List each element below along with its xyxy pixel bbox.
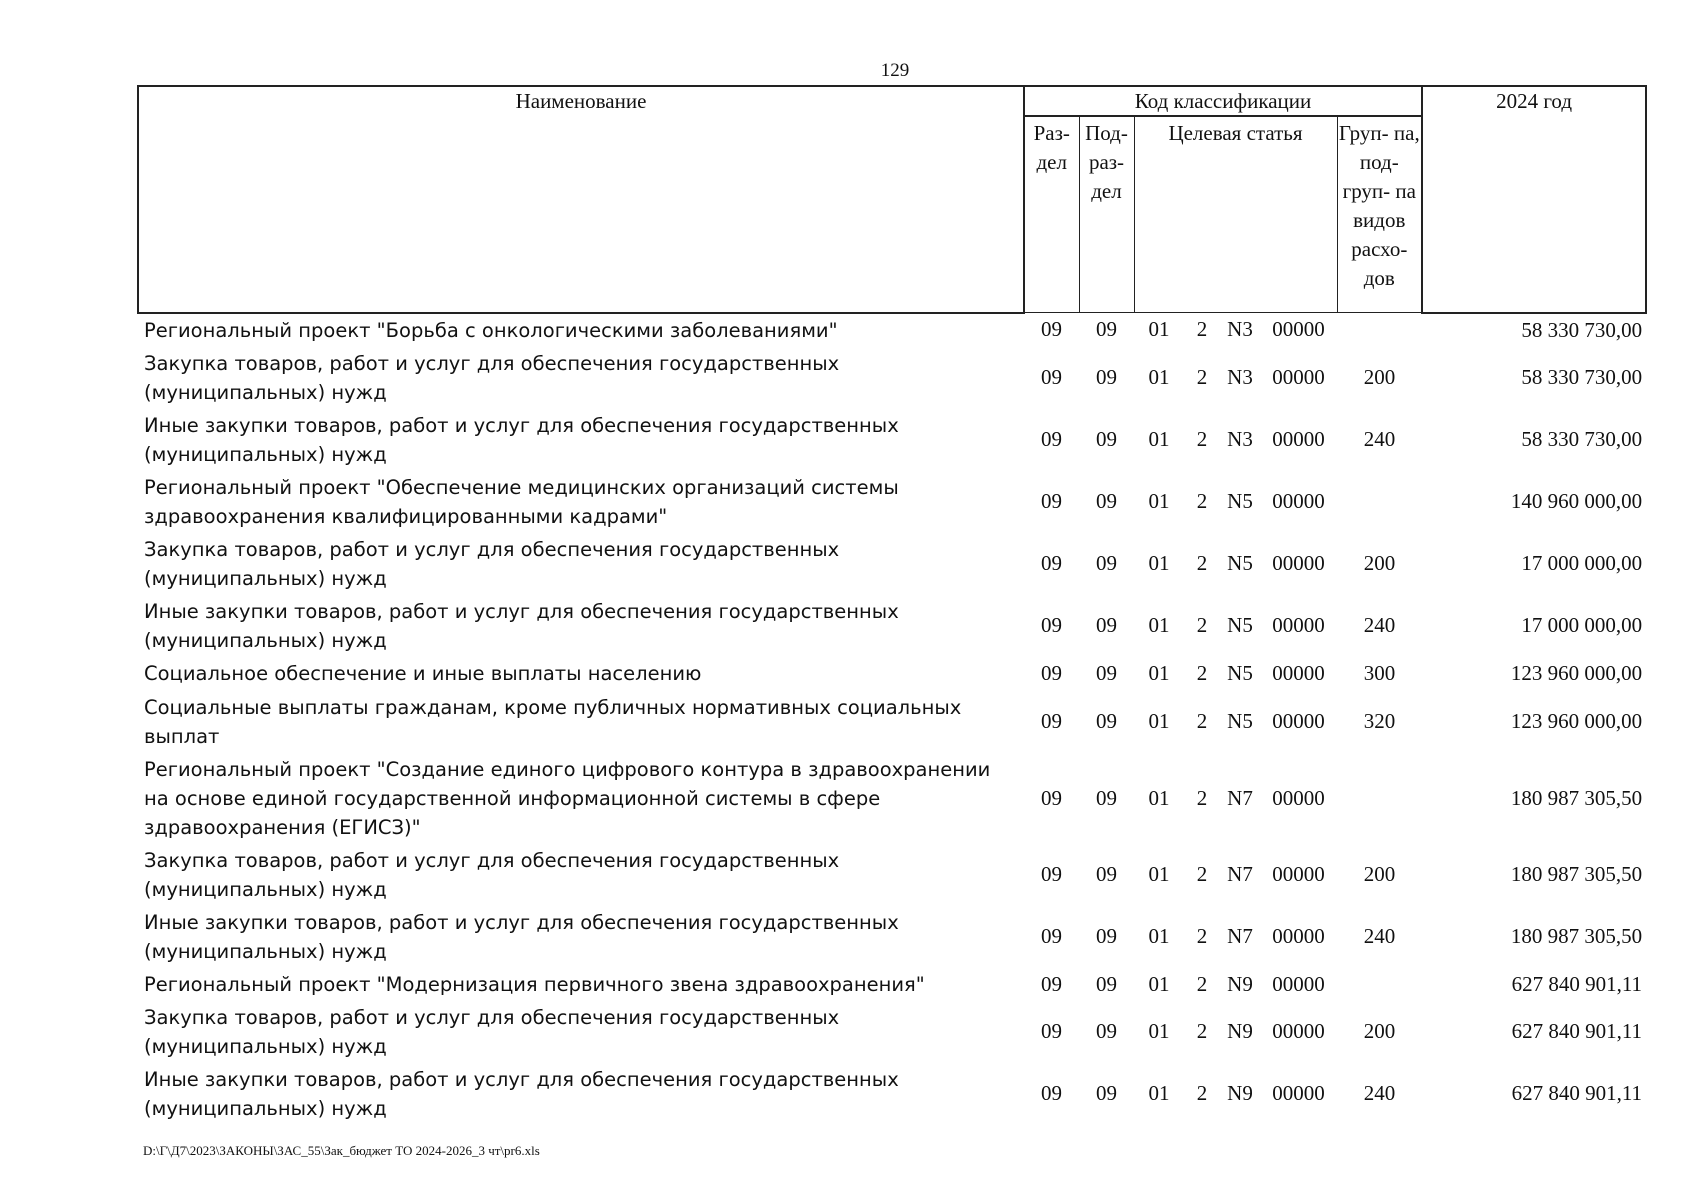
header-name: Наименование bbox=[138, 86, 1024, 313]
row-code-c3: N7 bbox=[1227, 785, 1253, 810]
row-code-c1: 01 bbox=[1148, 709, 1170, 733]
row-code-pr: 09 bbox=[1096, 1081, 1117, 1105]
row-code-pr: 09 bbox=[1096, 785, 1117, 810]
table-row bbox=[138, 533, 1646, 595]
table-row bbox=[138, 968, 1646, 1001]
row-name: Иные закупки товаров, работ и услуг для обеспечения государственных (муниципальных) нужд bbox=[144, 910, 899, 963]
row-code-pr: 09 bbox=[1096, 427, 1117, 451]
row-code-c1: 01 bbox=[1148, 551, 1170, 575]
row-name: Региональный проект "Борьба с онкологическими заболеваниями" bbox=[144, 318, 838, 342]
row-code-rz: 09 bbox=[1041, 427, 1062, 451]
row-code-c1: 01 bbox=[1148, 785, 1170, 810]
row-name: Закупка товаров, работ и услуг для обеспечения государственных (муниципальных) нужд bbox=[144, 1005, 840, 1058]
row-code-c4: 00000 bbox=[1272, 613, 1325, 637]
row-code-c1: 01 bbox=[1148, 613, 1170, 637]
row-code-c4: 00000 bbox=[1272, 489, 1325, 513]
row-name: Закупка товаров, работ и услуг для обеспечения государственных (муниципальных) нужд bbox=[144, 351, 840, 404]
row-code-vr: 200 bbox=[1363, 862, 1396, 886]
row-code-c2: 2 bbox=[1196, 365, 1208, 389]
row-code-vr bbox=[1337, 471, 1422, 533]
row-code-pr: 09 bbox=[1096, 709, 1117, 733]
row-name: Социальные выплаты гражданам, кроме публичных нормативных социальных выплат bbox=[144, 695, 962, 748]
row-code-c2: 2 bbox=[1196, 785, 1208, 810]
row-code-vr bbox=[1337, 753, 1422, 844]
row-code-vr: 200 bbox=[1363, 365, 1396, 389]
header-year: 2024 год bbox=[1422, 86, 1646, 313]
row-code-pr: 09 bbox=[1096, 613, 1117, 637]
row-code-c2: 2 bbox=[1196, 317, 1208, 342]
row-code-c1: 01 bbox=[1148, 489, 1170, 513]
row-code-vr: 240 bbox=[1363, 924, 1396, 948]
table-row bbox=[138, 753, 1646, 844]
row-code-rz: 09 bbox=[1041, 661, 1062, 685]
row-code-c2: 2 bbox=[1196, 613, 1208, 637]
row-code-rz: 09 bbox=[1041, 365, 1062, 389]
row-code-c4: 00000 bbox=[1272, 785, 1325, 810]
budget-table bbox=[137, 85, 1647, 1125]
row-code-vr: 200 bbox=[1363, 551, 1396, 575]
row-amount: 180 987 305,50 bbox=[1510, 862, 1643, 886]
row-code-rz: 09 bbox=[1041, 924, 1062, 948]
row-amount: 123 960 000,00 bbox=[1510, 661, 1643, 685]
row-amount: 627 840 901,11 bbox=[1511, 971, 1643, 996]
row-code-pr: 09 bbox=[1096, 1019, 1117, 1043]
row-code-c1: 01 bbox=[1148, 971, 1170, 996]
row-code-c1: 01 bbox=[1148, 1081, 1170, 1105]
table-row bbox=[138, 347, 1646, 409]
row-code-c3: N5 bbox=[1227, 613, 1253, 637]
row-code-vr: 320 bbox=[1363, 709, 1396, 733]
file-path-footer: D:\Г\Д7\2023\ЗАКОНЫ\ЗАС_55\Зак_бюджет ТО 2024-2026_3 чт\pr6.xls bbox=[143, 1143, 540, 1158]
row-name: Региональный проект "Создание единого цифрового контура в здравоохранении на основе единой государственной информационной системы в сфере здравоохранения (ЕГИСЗ)" bbox=[144, 757, 991, 839]
row-amount: 58 330 730,00 bbox=[1521, 365, 1643, 389]
row-code-c4: 00000 bbox=[1272, 661, 1325, 685]
table-row bbox=[138, 844, 1646, 906]
row-code-c4: 00000 bbox=[1272, 924, 1325, 948]
row-code-rz: 09 bbox=[1041, 317, 1062, 342]
page-number: 129 bbox=[880, 60, 910, 81]
header-subsection: Под- раз- дел bbox=[1079, 116, 1134, 313]
row-code-c1: 01 bbox=[1148, 862, 1170, 886]
header-classification: Код классификации bbox=[1024, 86, 1422, 116]
row-code-pr: 09 bbox=[1096, 317, 1117, 342]
row-amount: 58 330 730,00 bbox=[1521, 427, 1643, 451]
row-amount: 627 840 901,11 bbox=[1511, 1081, 1643, 1105]
row-code-pr: 09 bbox=[1096, 924, 1117, 948]
row-code-c1: 01 bbox=[1148, 317, 1170, 342]
row-code-rz: 09 bbox=[1041, 1019, 1062, 1043]
row-code-c2: 2 bbox=[1196, 1081, 1208, 1105]
table-row bbox=[138, 471, 1646, 533]
budget-table-container bbox=[137, 85, 1645, 1125]
row-code-c2: 2 bbox=[1196, 709, 1208, 733]
row-code-c3: N9 bbox=[1227, 1019, 1253, 1043]
row-code-c4: 00000 bbox=[1272, 1019, 1325, 1043]
table-body bbox=[138, 313, 1646, 1125]
row-name: Иные закупки товаров, работ и услуг для обеспечения государственных (муниципальных) нужд bbox=[144, 1067, 899, 1120]
row-code-vr bbox=[1337, 968, 1422, 1001]
row-code-c2: 2 bbox=[1196, 862, 1208, 886]
row-code-c2: 2 bbox=[1196, 427, 1208, 451]
row-amount: 627 840 901,11 bbox=[1511, 1019, 1643, 1043]
row-code-rz: 09 bbox=[1041, 785, 1062, 810]
row-code-c2: 2 bbox=[1196, 924, 1208, 948]
row-code-rz: 09 bbox=[1041, 551, 1062, 575]
table-row bbox=[138, 906, 1646, 968]
row-code-c4: 00000 bbox=[1272, 427, 1325, 451]
row-code-c1: 01 bbox=[1148, 661, 1170, 685]
row-code-c3: N5 bbox=[1227, 661, 1253, 685]
row-code-c3: N5 bbox=[1227, 709, 1253, 733]
table-row bbox=[138, 1063, 1646, 1125]
row-code-c4: 00000 bbox=[1272, 317, 1325, 342]
row-name: Региональный проект "Обеспечение медицинских организаций системы здравоохранения квалифицированными кадрами" bbox=[144, 475, 899, 528]
row-code-vr: 240 bbox=[1363, 613, 1396, 637]
row-code-c3: N3 bbox=[1227, 427, 1253, 451]
row-code-pr: 09 bbox=[1096, 489, 1117, 513]
row-code-vr: 240 bbox=[1363, 1081, 1396, 1105]
table-row bbox=[138, 409, 1646, 471]
row-code-rz: 09 bbox=[1041, 709, 1062, 733]
row-code-rz: 09 bbox=[1041, 862, 1062, 886]
row-code-pr: 09 bbox=[1096, 551, 1117, 575]
row-code-c3: N9 bbox=[1227, 1081, 1253, 1105]
row-code-vr bbox=[1337, 313, 1422, 347]
row-code-c2: 2 bbox=[1196, 1019, 1208, 1043]
row-name: Иные закупки товаров, работ и услуг для обеспечения государственных (муниципальных) нужд bbox=[144, 413, 899, 466]
row-code-rz: 09 bbox=[1041, 1081, 1062, 1105]
header-section: Раз- дел bbox=[1024, 116, 1079, 313]
row-code-c3: N3 bbox=[1227, 317, 1253, 342]
row-name: Закупка товаров, работ и услуг для обеспечения государственных (муниципальных) нужд bbox=[144, 537, 840, 590]
row-code-c3: N9 bbox=[1227, 971, 1253, 996]
row-code-c3: N7 bbox=[1227, 862, 1253, 886]
table-row bbox=[138, 657, 1646, 691]
row-code-c2: 2 bbox=[1196, 971, 1208, 996]
header-row-1 bbox=[138, 86, 1646, 116]
table-row bbox=[138, 313, 1646, 347]
row-amount: 17 000 000,00 bbox=[1521, 551, 1643, 575]
header-group: Груп- па, под- груп- па видов расхо- дов bbox=[1337, 116, 1422, 313]
table-row bbox=[138, 691, 1646, 753]
row-code-c4: 00000 bbox=[1272, 551, 1325, 575]
row-code-c1: 01 bbox=[1148, 365, 1170, 389]
row-amount: 180 987 305,50 bbox=[1510, 785, 1643, 810]
row-code-c1: 01 bbox=[1148, 427, 1170, 451]
row-code-c2: 2 bbox=[1196, 551, 1208, 575]
row-amount: 140 960 000,00 bbox=[1510, 489, 1643, 513]
row-code-pr: 09 bbox=[1096, 365, 1117, 389]
row-code-c3: N7 bbox=[1227, 924, 1253, 948]
header-target: Целевая статья bbox=[1134, 116, 1337, 313]
row-code-c4: 00000 bbox=[1272, 971, 1325, 996]
row-code-vr: 200 bbox=[1363, 1019, 1396, 1043]
row-code-c4: 00000 bbox=[1272, 365, 1325, 389]
row-code-rz: 09 bbox=[1041, 613, 1062, 637]
row-amount: 17 000 000,00 bbox=[1521, 613, 1643, 637]
row-name: Закупка товаров, работ и услуг для обеспечения государственных (муниципальных) нужд bbox=[144, 848, 840, 901]
row-amount: 180 987 305,50 bbox=[1510, 924, 1643, 948]
row-code-pr: 09 bbox=[1096, 971, 1117, 996]
row-code-rz: 09 bbox=[1041, 489, 1062, 513]
table-row bbox=[138, 1001, 1646, 1063]
row-code-c4: 00000 bbox=[1272, 1081, 1325, 1105]
row-code-c3: N5 bbox=[1227, 551, 1253, 575]
row-name: Иные закупки товаров, работ и услуг для обеспечения государственных (муниципальных) нужд bbox=[144, 599, 899, 652]
row-code-c2: 2 bbox=[1196, 489, 1208, 513]
row-code-c4: 00000 bbox=[1272, 862, 1325, 886]
row-name: Социальное обеспечение и иные выплаты населению bbox=[144, 662, 702, 685]
row-code-vr: 300 bbox=[1363, 661, 1396, 685]
row-code-pr: 09 bbox=[1096, 661, 1117, 685]
row-code-c4: 00000 bbox=[1272, 709, 1325, 733]
row-code-pr: 09 bbox=[1096, 862, 1117, 886]
row-code-c1: 01 bbox=[1148, 924, 1170, 948]
row-code-c1: 01 bbox=[1148, 1019, 1170, 1043]
row-amount: 58 330 730,00 bbox=[1521, 317, 1643, 342]
row-name: Региональный проект "Модернизация первичного звена здравоохранения" bbox=[144, 972, 925, 996]
row-amount: 123 960 000,00 bbox=[1510, 709, 1643, 733]
row-code-rz: 09 bbox=[1041, 971, 1062, 996]
row-code-vr: 240 bbox=[1363, 427, 1396, 451]
table-row bbox=[138, 595, 1646, 657]
row-code-c3: N5 bbox=[1227, 489, 1253, 513]
row-code-c3: N3 bbox=[1227, 365, 1253, 389]
row-code-c2: 2 bbox=[1196, 661, 1208, 685]
